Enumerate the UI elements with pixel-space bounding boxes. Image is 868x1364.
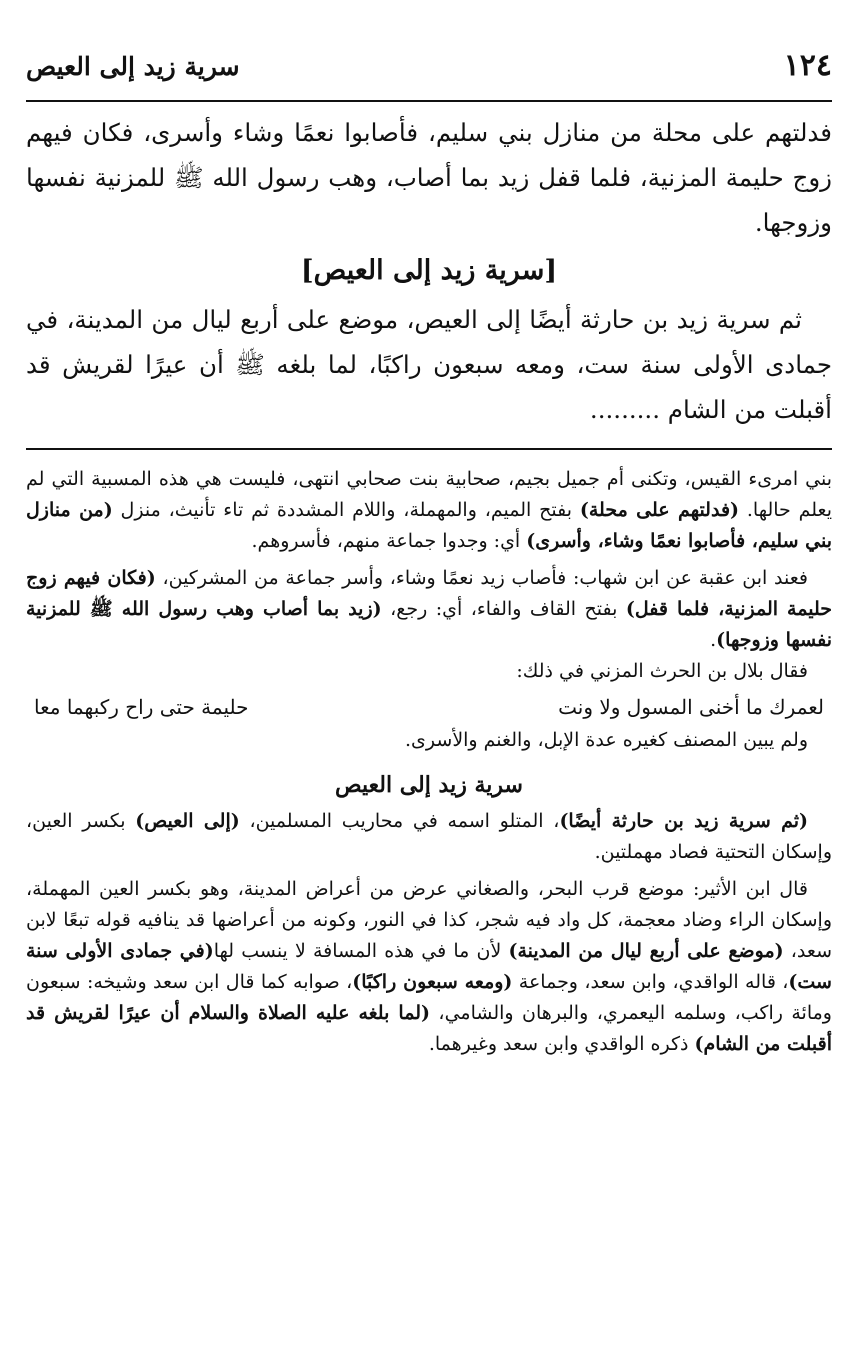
commentary-paragraph: قال ابن الأثير: موضع قرب البحر، والصغاني عرض من أعراض المدينة، وهو بكسر العين المهملة، وإسكان الراء وضاد معجمة، كل واد فيه شجر، كذا في النور، وكونه من أعراضها قد ينافيه قوله تبعًا لابن سعد، (موضع على أربع ليال من المدينة) لأن ما في هذه المسافة لا ينسب لها(في جمادى الأولى سنة ست)، قاله الواقدي، وابن سعد، وجماعة (ومعه سبعون راكبًا)، صوابه كما قال ابن سعد وشيخه: سبعون ومائة راكب، وسلمه اليعمري، والبرهان والشامي، (لما بلغه عليه الصلاة والسلام أن عيرًا لقريش قد أقبلت من الشام) ذكره الواقدي وابن سعد وغيرهما. (26, 878, 832, 1055)
main-paragraph: فدلتهم على محلة من منازل بني سليم، فأصابوا نعمًا وشاء وأسرى، فكان فيهم زوج حليمة المزنية، فلما قفل زيد بما أصاب، وهب رسول الله ﷺ للمزنية نفسها وزوجها. (26, 118, 832, 237)
verse-hemistich-first: لعمرك ما أخنى المسول ولا ونت (558, 695, 824, 719)
verse-hemistich-second: حليمة حتى راح ركبهما معا (34, 695, 249, 719)
commentary-paragraph: بني امرىء القيس، وتكنى أم جميل بجيم، صحابية بنت صحابي انتهى، فليست هي هذه المسبية التي لم يعلم حالها. (فدلتهم على محلة) بفتح الميم، والمهملة، واللام المشددة ثم تاء تأنيث، منزل (من منازل بني سليم، فأصابوا نعمًا وشاء، وأسرى) أي: وجدوا جماعة منهم، فأسروهم. (26, 468, 832, 552)
main-text (26, 102, 832, 432)
page-number: ١٢٤ (783, 48, 832, 83)
commentary-paragraph: فعند ابن عقبة عن ابن شهاب: فأصاب زيد نعمًا وشاء، وأسر جماعة من المشركين، (فكان فيهم زوج حليمة المزنية، فلما قفل) بفتح القاف والفاء، أي: رجع، (زيد بما أصاب وهب رسول الله ﷺ للمزنية نفسها وزوجها). (26, 567, 832, 651)
footnote-divider (26, 448, 832, 450)
running-title: سرية زيد إلى العيص (26, 52, 240, 81)
commentary-paragraph: ولم يبين المصنف كغيره عدة الإبل، والغنم والأسرى. (405, 729, 808, 751)
commentary-paragraph: فقال بلال بن الحرث المزني في ذلك: (516, 660, 808, 682)
book-page (26, 48, 832, 1060)
poetry-verse (34, 689, 824, 725)
commentary (26, 464, 832, 1060)
section-heading: [سرية زيد إلى العيص] (300, 255, 558, 286)
commentary-paragraph: (ثم سرية زيد بن حارثة أيضًا)، المتلو اسمه في محاريب المسلمين، (إلى العيص) بكسر العين، وإسكان التحتية فصاد مهملتين. (26, 810, 832, 863)
page-header (26, 48, 832, 102)
main-paragraph: ثم سرية زيد بن حارثة أيضًا إلى العيص، موضع على أربع ليال من المدينة، في جمادى الأولى سنة ست، ومعه سبعون راكبًا، لما بلغه ﷺ أن عيرًا لقريش قد أقبلت من الشام ......... (26, 305, 832, 424)
commentary-heading: سرية زيد إلى العيص (335, 772, 523, 798)
